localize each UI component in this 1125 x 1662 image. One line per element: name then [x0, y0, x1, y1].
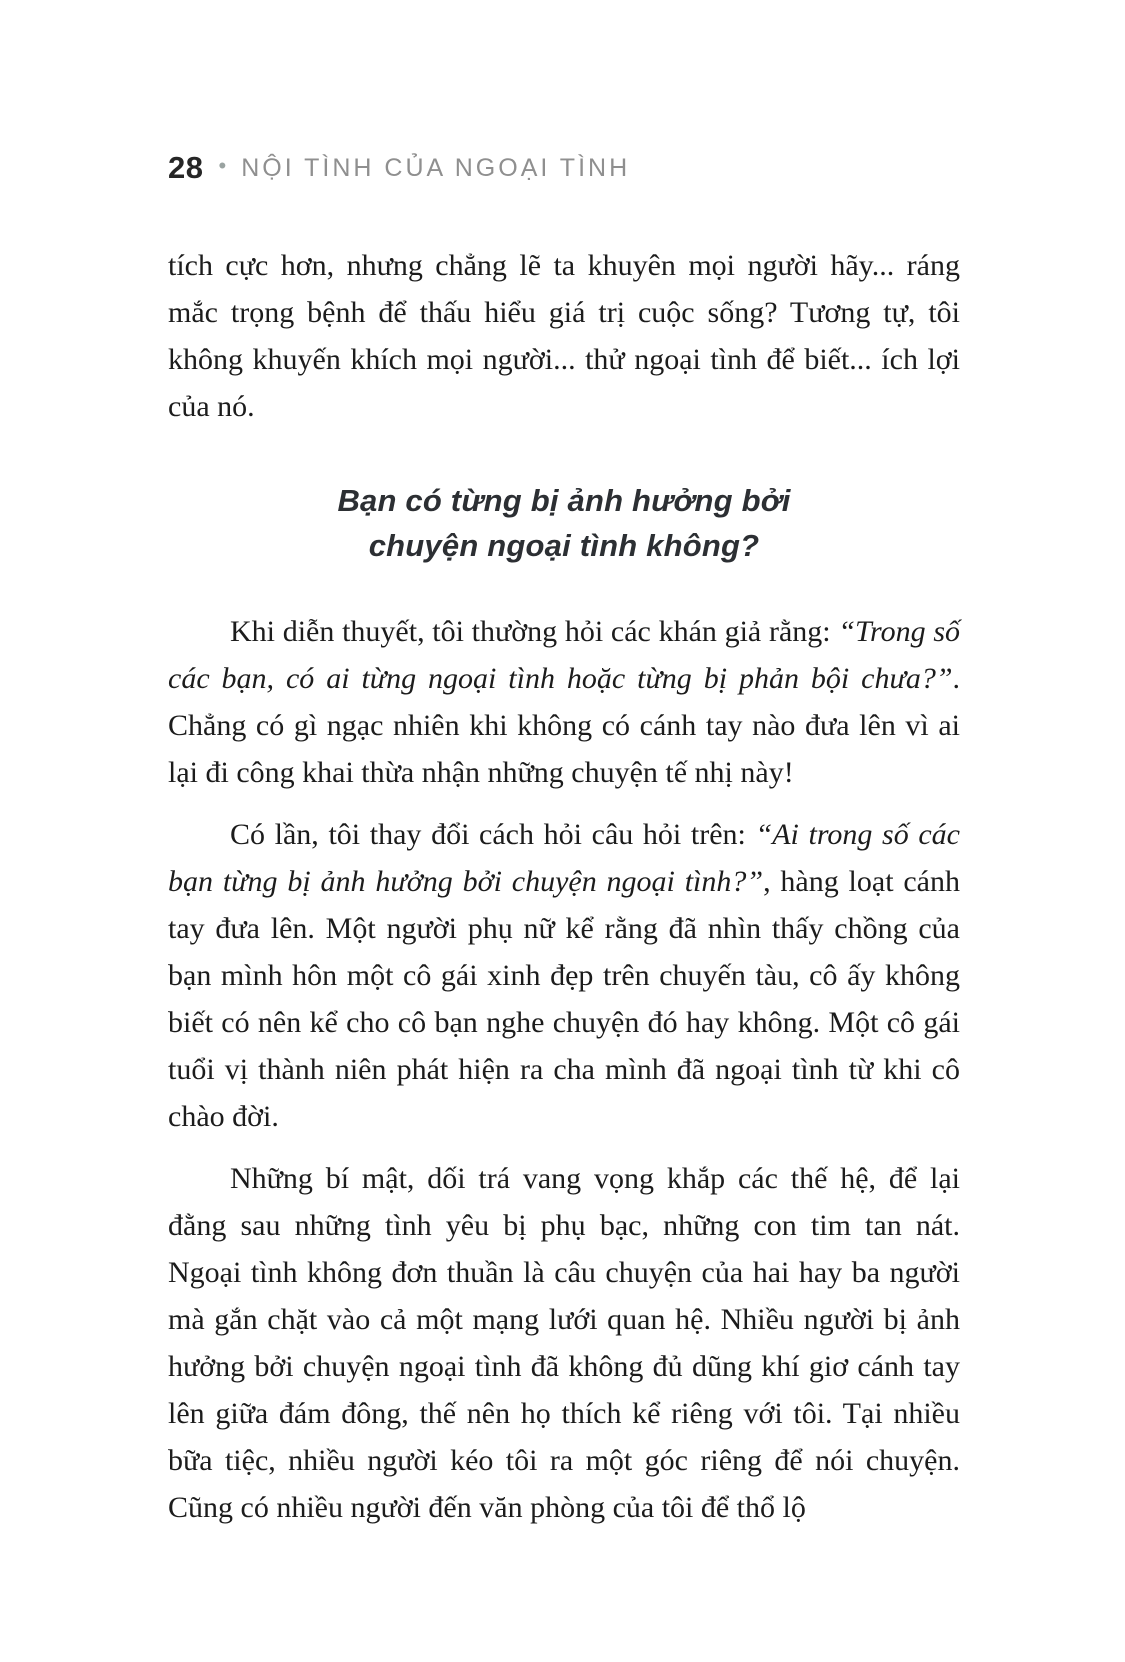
body-paragraph-3: Có lần, tôi thay đổi cách hỏi câu hỏi trên: “Ai trong số các bạn từng bị ảnh hưởng bởi chuyện ngoại tình?”, hàng loạt cánh tay đưa lên. Một người phụ nữ kể rằng đã nhìn thấy chồng của bạn mình hôn một cô gái xinh đẹp trên chuyến tàu, cô ấy không biết có nên kể cho cô bạn nghe chuyện đó hay không. Một cô gái tuổi vị thành niên phát hiện ra cha mình đã ngoại tình từ khi cô chào đời.: [168, 818, 961, 1133]
body-paragraph-1: tích cực hơn, nhưng chẳng lẽ ta khuyên mọi người hãy... ráng mắc trọng bệnh để thấu hiểu giá trị cuộc sống? Tương tự, tôi không khuyến khích mọi người... thử ngoại tình để biết... ích lợi của nó.: [168, 249, 960, 423]
page-number: 28: [168, 150, 204, 185]
section-heading-line-1: Bạn có từng bị ảnh hưởng bởi: [337, 483, 791, 518]
running-header: [168, 150, 960, 186]
body-paragraph-4: Những bí mật, dối trá vang vọng khắp các thế hệ, để lại đằng sau những tình yêu bị phụ bạc, những con tim tan nát. Ngoại tình không đơn thuần là câu chuyện của hai hay ba người mà gắn chặt vào cả một mạng lưới quan hệ. Nhiều người bị ảnh hưởng bởi chuyện ngoại tình đã không đủ dũng khí giơ cánh tay lên giữa đám đông, thế nên họ thích kể riêng với tôi. Tại nhiều bữa tiệc, nhiều người kéo tôi ra một góc riêng để nói chuyện. Cũng có nhiều người đến văn phòng của tôi để thổ lộ: [168, 1162, 960, 1524]
page-body: [168, 242, 960, 1531]
body-paragraph-2: Khi diễn thuyết, tôi thường hỏi các khán giả rằng: “Trong số các bạn, có ai từng ngoại tình hoặc từng bị phản bội chưa?”. Chẳng có gì ngạc nhiên khi không có cánh tay nào đưa lên vì ai lại đi công khai thừa nhận những chuyện tế nhị này!: [168, 615, 960, 789]
separator-dot-icon: •: [218, 153, 227, 178]
section-heading: [168, 478, 960, 568]
section-heading-line-2: chuyện ngoại tình không?: [368, 528, 760, 563]
running-head-book-title: NỘI TÌNH CỦA NGOẠI TÌNH: [241, 153, 631, 182]
